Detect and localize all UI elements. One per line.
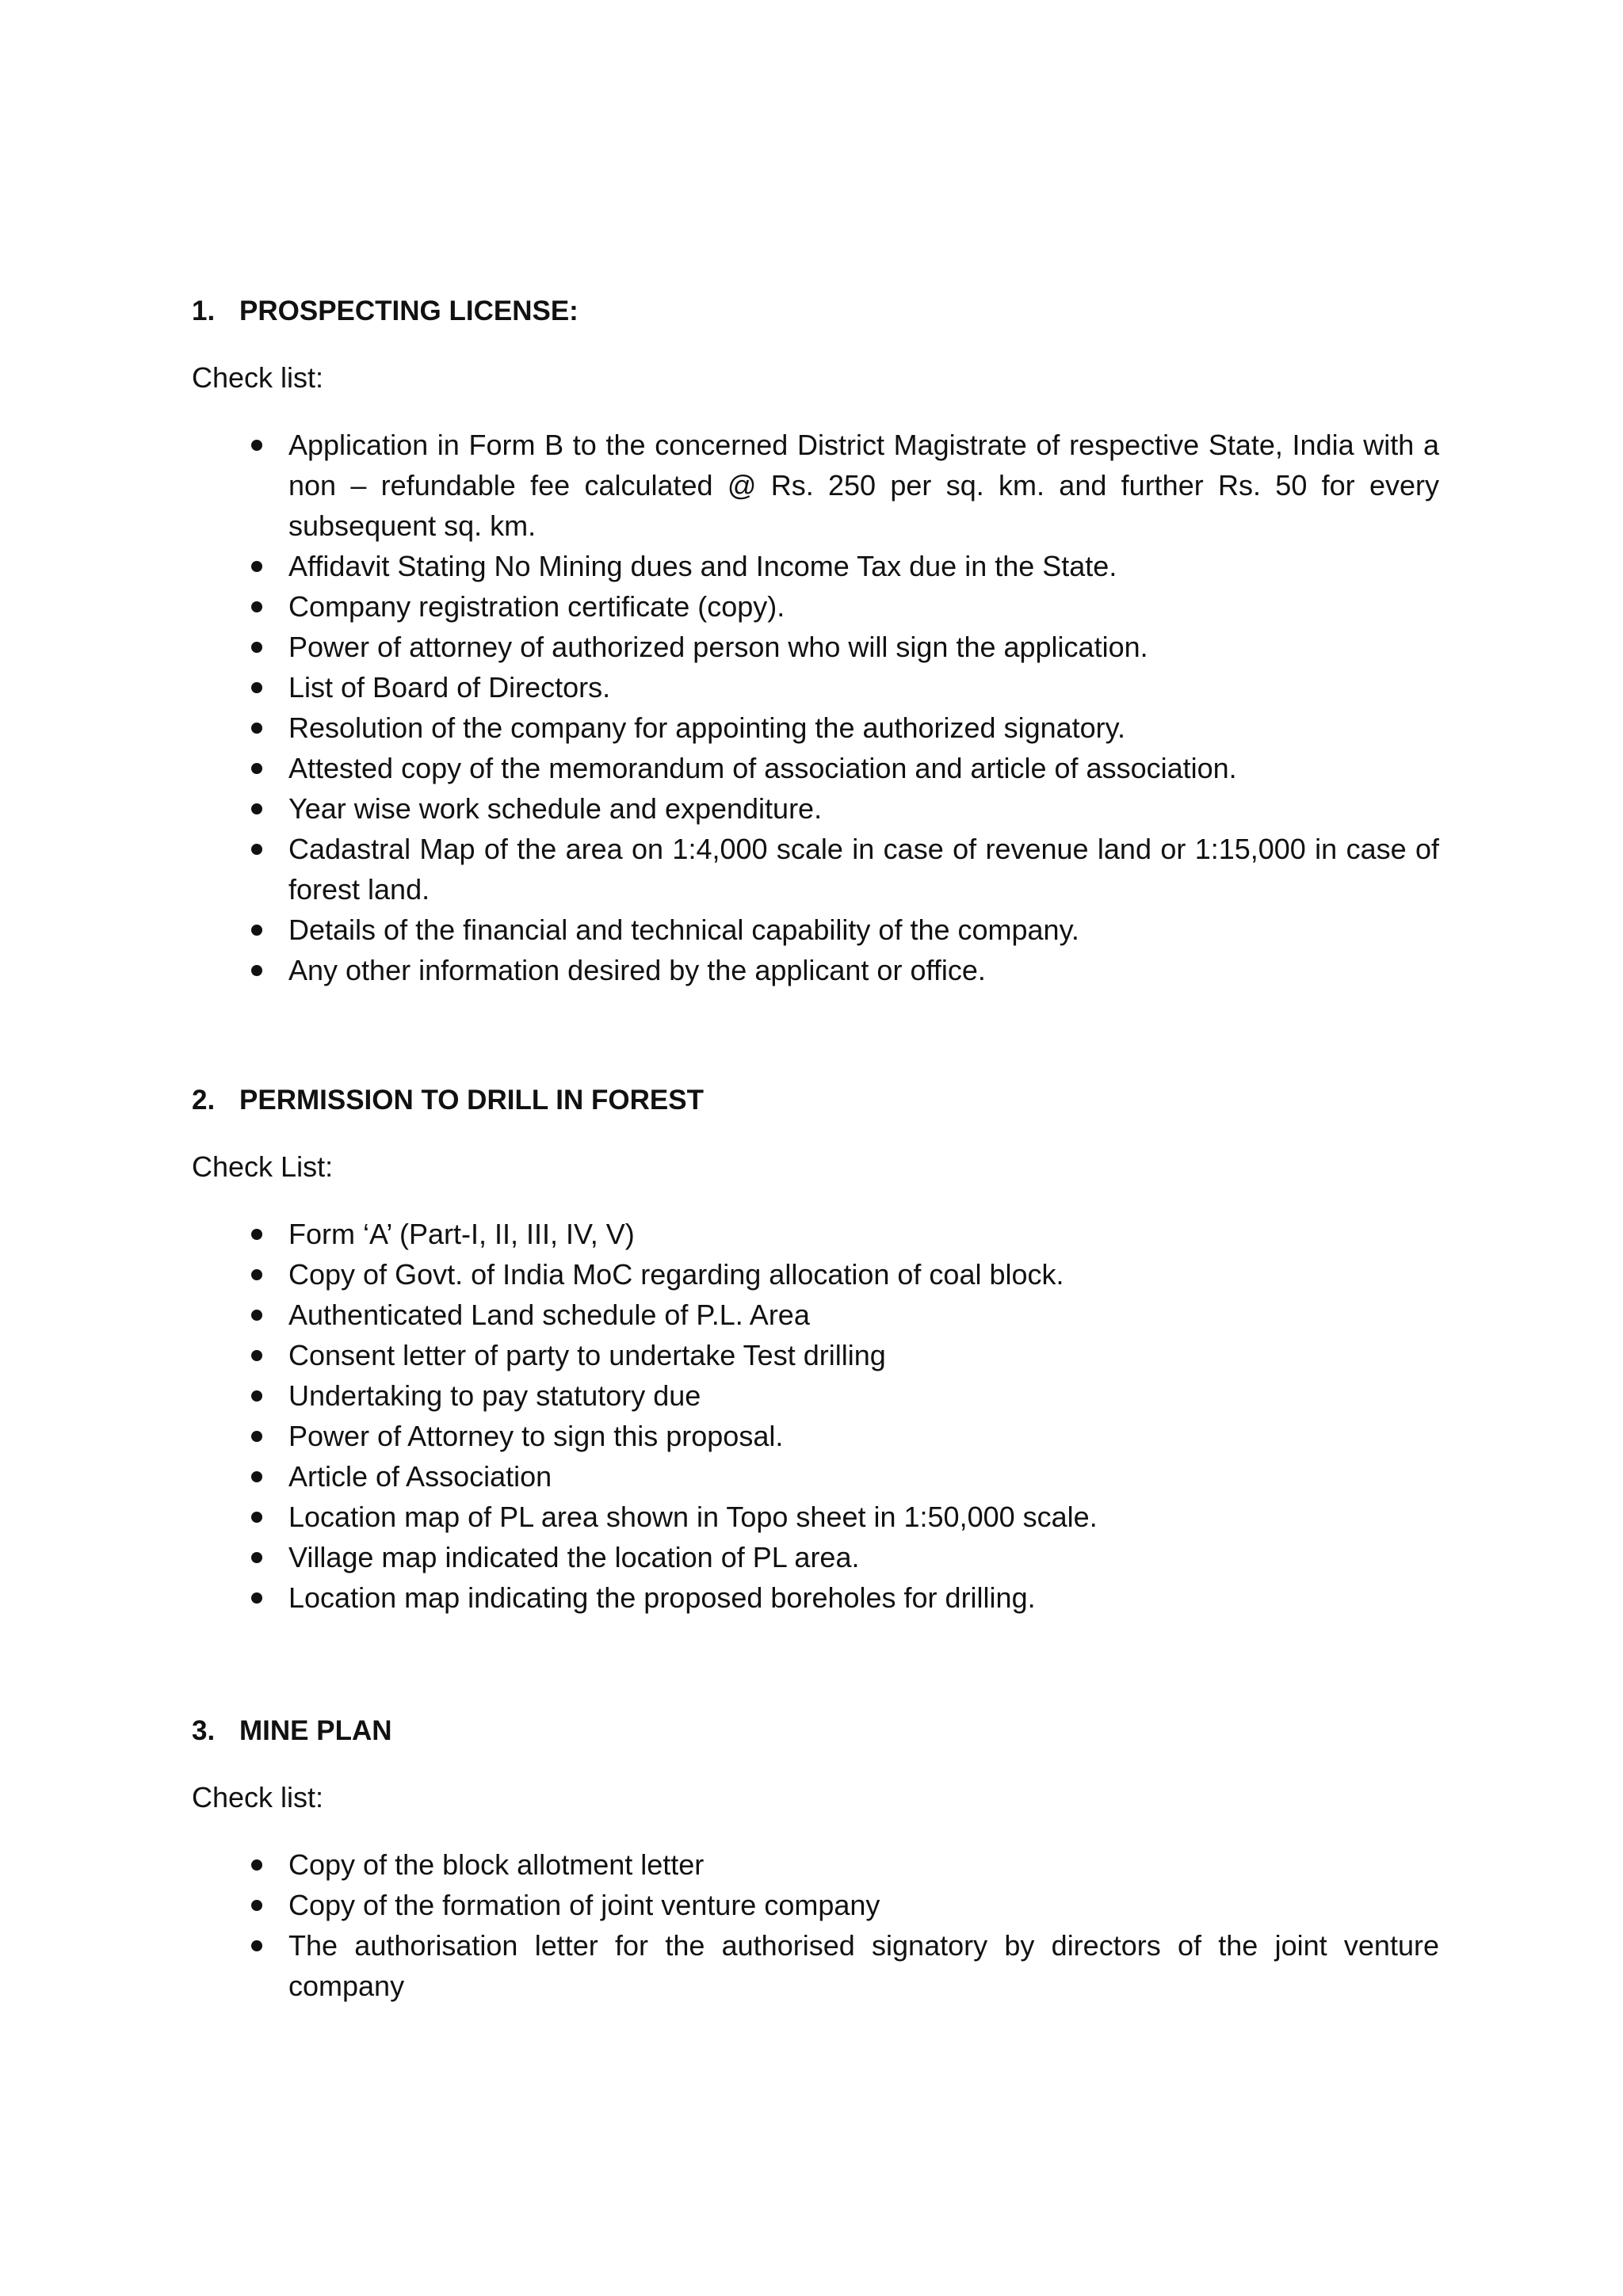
bullet-icon xyxy=(251,1390,262,1402)
bullet-icon xyxy=(251,844,262,855)
checklist-item: Location map of PL area shown in Topo sheet in 1:50,000 scale. xyxy=(192,1497,1439,1537)
checklist-item: Copy of the block allotment letter xyxy=(192,1844,1439,1885)
bullet-icon xyxy=(251,1431,262,1442)
checklist-item: Village map indicated the location of PL area. xyxy=(192,1537,1439,1577)
section-title: MINE PLAN xyxy=(239,1715,392,1746)
bullet-icon xyxy=(251,440,262,451)
section-mine-plan xyxy=(192,1711,1439,2006)
bullet-icon xyxy=(251,601,262,612)
checklist-label: Check list: xyxy=(192,361,324,394)
section-title: PROSPECTING LICENSE: xyxy=(239,296,579,326)
bullet-icon xyxy=(251,925,262,936)
checklist-item: List of Board of Directors. xyxy=(192,667,1439,707)
checklist-item: Cadastral Map of the area on 1:4,000 scale in case of revenue land or 1:15,000 in case of forest land. xyxy=(192,829,1439,910)
bullet-icon xyxy=(251,1859,262,1871)
section-number: 1. xyxy=(192,296,216,326)
section-permission-to-drill xyxy=(192,1081,1439,1618)
checklist-item: Any other information desired by the applicant or office. xyxy=(192,950,1439,990)
section-heading xyxy=(192,1081,1439,1120)
checklist-item: Attested copy of the memorandum of association and article of association. xyxy=(192,748,1439,788)
checklist-item: Location map indicating the proposed boreholes for drilling. xyxy=(192,1577,1439,1618)
checklist-item: Application in Form B to the concerned District Magistrate of respective State, India with a non – refundable fee calculated @ Rs. 250 per sq. km. and further Rs. 50 for every subsequent sq. km. xyxy=(192,425,1439,546)
bullet-icon xyxy=(251,642,262,653)
checklist-item: Power of Attorney to sign this proposal. xyxy=(192,1416,1439,1456)
bullet-icon xyxy=(251,1940,262,1951)
bullet-icon xyxy=(251,1592,262,1604)
checklist-item: Form ‘A’ (Part-I, II, III, IV, V) xyxy=(192,1214,1439,1254)
checklist xyxy=(192,1214,1439,1618)
bullet-icon xyxy=(251,723,262,734)
bullet-icon xyxy=(251,561,262,572)
checklist-item: Year wise work schedule and expenditure. xyxy=(192,788,1439,829)
section-heading xyxy=(192,1711,1439,1751)
bullet-icon xyxy=(251,1350,262,1361)
checklist-item: Article of Association xyxy=(192,1456,1439,1497)
checklist-item: Copy of Govt. of India MoC regarding allocation of coal block. xyxy=(192,1254,1439,1295)
bullet-icon xyxy=(251,1471,262,1482)
checklist-item: Details of the financial and technical capability of the company. xyxy=(192,910,1439,950)
checklist-item: Company registration certificate (copy). xyxy=(192,586,1439,627)
section-number: 3. xyxy=(192,1715,216,1746)
section-number: 2. xyxy=(192,1085,216,1116)
checklist-item: Affidavit Stating No Mining dues and Income Tax due in the State. xyxy=(192,546,1439,586)
section-prospecting-license xyxy=(192,292,1439,990)
bullet-icon xyxy=(251,965,262,976)
checklist-item: The authorisation letter for the authorised signatory by directors of the joint venture company xyxy=(192,1925,1439,2006)
bullet-icon xyxy=(251,1512,262,1523)
bullet-icon xyxy=(251,1310,262,1321)
bullet-icon xyxy=(251,682,262,693)
checklist-label: Check list: xyxy=(192,1781,324,1814)
bullet-icon xyxy=(251,1229,262,1240)
checklist xyxy=(192,1844,1439,2006)
checklist-item: Resolution of the company for appointing the authorized signatory. xyxy=(192,707,1439,748)
section-title: PERMISSION TO DRILL IN FOREST xyxy=(239,1085,704,1116)
bullet-icon xyxy=(251,1269,262,1280)
bullet-icon xyxy=(251,1552,262,1563)
section-heading xyxy=(192,292,1439,331)
bullet-icon xyxy=(251,1900,262,1911)
checklist-item: Consent letter of party to undertake Test drilling xyxy=(192,1335,1439,1375)
checklist-label: Check List: xyxy=(192,1150,334,1183)
checklist-item: Copy of the formation of joint venture company xyxy=(192,1885,1439,1925)
checklist-item: Undertaking to pay statutory due xyxy=(192,1375,1439,1416)
bullet-icon xyxy=(251,803,262,814)
checklist xyxy=(192,425,1439,990)
checklist-item: Power of attorney of authorized person who will sign the application. xyxy=(192,627,1439,667)
checklist-item: Authenticated Land schedule of P.L. Area xyxy=(192,1295,1439,1335)
bullet-icon xyxy=(251,763,262,774)
